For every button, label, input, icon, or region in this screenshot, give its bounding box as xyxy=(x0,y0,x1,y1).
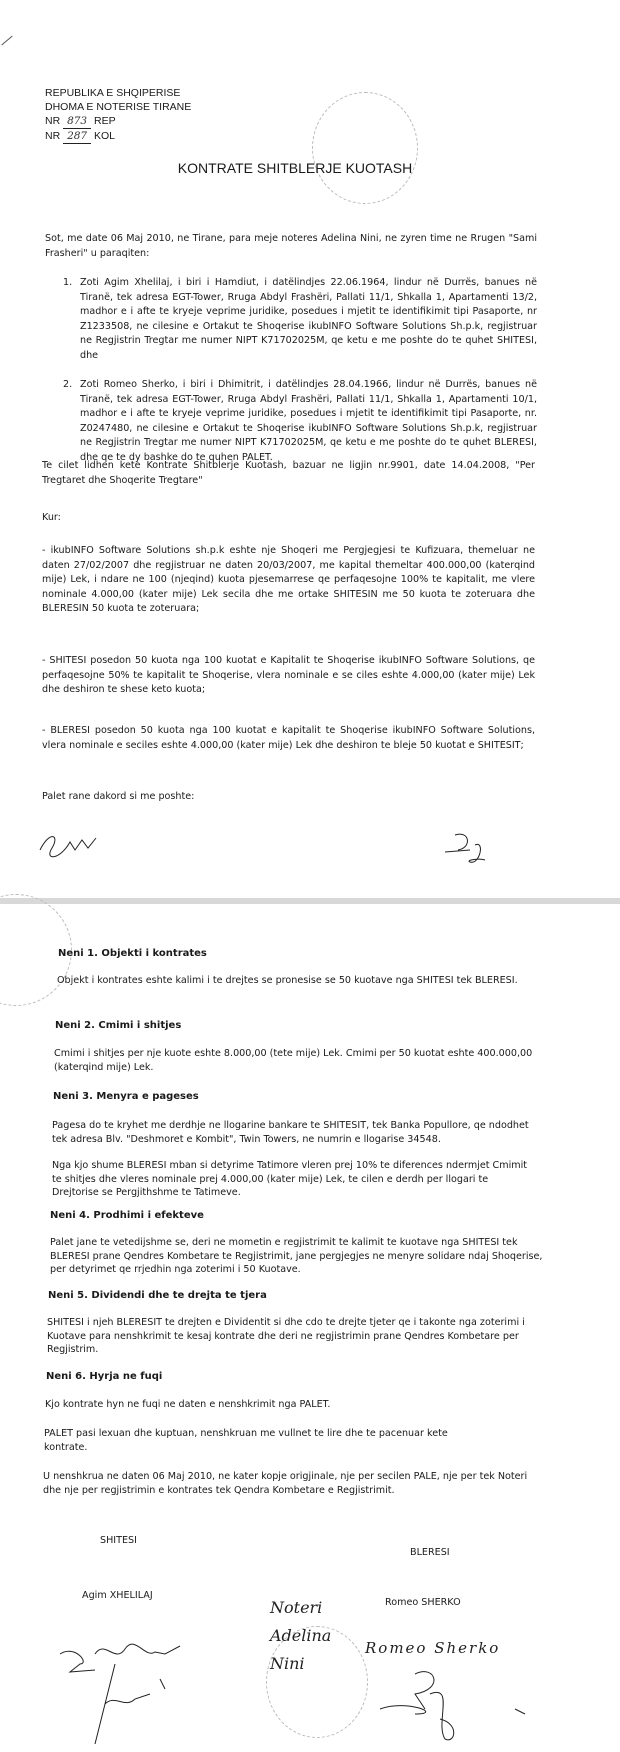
article-2-text: Cmimi i shitjes per nje kuote eshte 8.000,00 (tete mije) Lek. Cmimi per 50 kuotat eshte 400.000,00 (katerqind mije) Lek. xyxy=(54,1048,533,1073)
article-6-text-2: PALET pasi lexuan dhe kuptuan, nenshkruan me vullnet te lire dhe te pacenuar kete kontrate. xyxy=(44,1428,448,1453)
recital-1: - ikubINFO Software Solutions sh.p.k eshte nje Shoqeri me Pergjegjesi te Kufizuara, themeluar ne daten 27/02/2007 dhe regjistruar ne daten 20/03/2007, me kapital themeltar 400.000,00 (katerqind mije) Lek, i ndare ne 100 (njeqind) kuota pjesemarrese qe perfaqesojne 100% te kapitalit, me vlere nominale 4.000,00 (kater mije) Lek secila dhe me ortake SHITESIN me 50 kuota te zoteruara dhe BLERESIN 50 kuota te zoteruara; xyxy=(42,545,535,615)
article-2-title: Neni 2. Cmimi i shitjes xyxy=(55,1020,182,1031)
seller-label: SHITESI xyxy=(100,1535,137,1546)
buyer-name: Romeo SHERKO xyxy=(385,1597,461,1608)
article-5-title: Neni 5. Dividendi dhe te drejta te tjera xyxy=(48,1290,267,1301)
buyer-handwritten-name: Romeo Sherko xyxy=(365,1639,501,1657)
article-4-text: Palet jane te vetedijshme se, deri ne mometin e regjistrimit te kalimit te kuotave nga SHITESI tek BLERESI prane Qendres Kombetare te Regjistrimit, jane pergjegjes ne menyre solidare ndaj Shoqerise, per detyrimet qe rrjedhin nga zoterimi i 50 Kuotave. xyxy=(50,1237,543,1276)
notary-stamp xyxy=(312,92,418,204)
notary-handwritten-signature: Noteri Adelina Nini xyxy=(270,1598,332,1673)
agreed-line: Palet rane dakord si me poshte: xyxy=(42,791,195,802)
party-number: 1. xyxy=(63,277,73,288)
seller-signature xyxy=(55,1634,235,1752)
party-1 xyxy=(60,276,537,364)
article-6-text-3: U nenshkrua ne daten 06 Maj 2010, ne kater kopje origjinale, nje per secilen PALE, nje per tek Noteri dhe nje per regjistrimin e kontrates tek Qendra Kombetare e Regjistrimit. xyxy=(43,1471,528,1496)
letterhead xyxy=(45,86,191,144)
recital-2: - SHITESI posedon 50 kuota nga 100 kuotat e Kapitalit te Shoqerise ikubINFO Software Solutions, qe perfaqesojne 50% te kapitalit te Shoqerise, vlera nominale e se ciles eshte 4.000,00 (kater mije) Lek dhe deshiron te shese keto kuota; xyxy=(42,655,535,696)
scan-mark xyxy=(1,36,12,46)
kol-label: KOL xyxy=(94,130,116,142)
article-5-text: SHITESI i njeh BLERESIT te drejten e Dividentit si dhe cdo te drejte tjeter qe i takonte nga zoterimi i Kuotave para nenshkrimit te kesaj kontrate dhe deri ne regjistrimin prane Qendres Kombetare per Regjistrim. xyxy=(47,1317,525,1356)
article-3-text-2: Nga kjo shume BLERESI mban si detyrime Tatimore vleren prej 10% te diferences ndermjet Cmimit te shitjes dhe vleres nominale prej 4.000,00 (kater mije) Lek, te cilen e derdh per llogari te Drejtorise se Pergjithshme te Tatimeve. xyxy=(52,1160,528,1199)
article-1-text: Objekt i kontrates eshte kalimi i te drejtes se pronesise se 50 kuotave nga SHITESI tek BLERESI. xyxy=(57,975,518,986)
page-2 xyxy=(0,904,620,1752)
rep-number-line xyxy=(45,114,191,129)
chamber-line: DHOMA E NOTERISE TIRANE xyxy=(45,101,192,113)
rep-number: 873 xyxy=(63,114,91,129)
article-6-title: Neni 6. Hyrja ne fuqi xyxy=(46,1371,163,1382)
party-2 xyxy=(60,378,537,466)
buyer-initials-signature xyxy=(440,820,510,870)
document-title: KONTRATE SHITBLERJE KUOTASH xyxy=(177,160,413,176)
article-6-text-1: Kjo kontrate hyn ne fuqi ne daten e nenshkrimit nga PALET. xyxy=(45,1399,331,1410)
recital-3: - BLERESI posedon 50 kuota nga 100 kuotat e kapitalit te Shoqerise ikubINFO Software Solutions, vlera nominale e seciles eshte 4.000,00 (kater mije) Lek dhe deshiron te bleje 50 kuotat e SHITESIT; xyxy=(42,725,535,751)
rep-label: REP xyxy=(94,115,116,127)
legal-basis: Te cilet lidhen kete Kontrate Shitblerje Kuotash, bazuar ne ligjin nr.9901, date 14.04.2008, "Per Tregtaret dhe Shoqerite Tregtare" xyxy=(42,460,535,486)
intro-paragraph: Sot, me date 06 Maj 2010, ne Tirane, para meje noteres Adelina Nini, ne zyren time ne Rrugen "Sami Frasheri" u paraqiten: xyxy=(45,233,537,259)
article-4-title: Neni 4. Prodhimi i efekteve xyxy=(50,1210,204,1221)
party-number: 2. xyxy=(63,379,73,390)
seller-initials-signature xyxy=(30,820,110,870)
kur-label: Kur: xyxy=(42,512,61,523)
buyer-signature xyxy=(375,1664,535,1752)
party-text: Zoti Romeo Sherko, i biri i Dhimitrit, i datëlindjes 28.04.1966, lindur në Durrës, banues në Tiranë, tek adresa EGT-Tower, Rruga Abdyl Frashëri, Pallati 11/1, Shkalla 1, Apartamenti 10/1, madhor e i afte te kryeje veprime juridike, posedues i mjetit te identifikimit tipi Pasaporte, nr. Z0247480, ne cilesine e Ortakut te Shoqerise ikubINFO Software Solutions Sh.p.k, regjistruar ne Regjistrin Tregtar me numer NIPT K71702025M, qe ketu e me poshte do te quhet BLERESI, dhe qe te dy bashke do te quhen PALET. xyxy=(80,379,537,463)
kol-number: 287 xyxy=(63,129,91,144)
kol-number-line xyxy=(45,129,191,144)
article-3-text-1: Pagesa do te kryhet me derdhje ne llogarine bankare te SHITESIT, tek Banka Popullore, qe ndodhet tek adresa Blv. "Deshmoret e Kombit", Twin Towers, ne numrin e llogarise 34548. xyxy=(52,1120,529,1145)
nr-label: NR xyxy=(45,115,61,127)
article-1-title: Neni 1. Objekti i kontrates xyxy=(58,948,207,959)
article-3-title: Neni 3. Menyra e pageses xyxy=(53,1091,199,1102)
nr-label: NR xyxy=(45,130,61,142)
buyer-label: BLERESI xyxy=(410,1547,450,1558)
party-text: Zoti Agim Xhelilaj, i biri i Hamdiut, i datëlindjes 22.06.1964, lindur në Durrës, banues në Tiranë, tek adresa EGT-Tower, Rruga Abdyl Frashëri, Pallati 11/1, Shkalla 1, Apartamenti 13/2, madhor e i afte te kryeje veprime juridike, posedues i mjetit te identifikimit tipi Pasaporte, nr Z1233508, ne cilesine e Ortakut te Shoqerise ikubINFO Software Solutions Sh.p.k, regjistruar ne Regjistrin Tregtar me numer NIPT K71702025M, qe ketu e me poshte do te quhet SHITESI, dhe xyxy=(80,277,537,361)
republic-line: REPUBLIKA E SHQIPERISE xyxy=(45,87,181,99)
seller-name: Agim XHELILAJ xyxy=(82,1590,153,1601)
